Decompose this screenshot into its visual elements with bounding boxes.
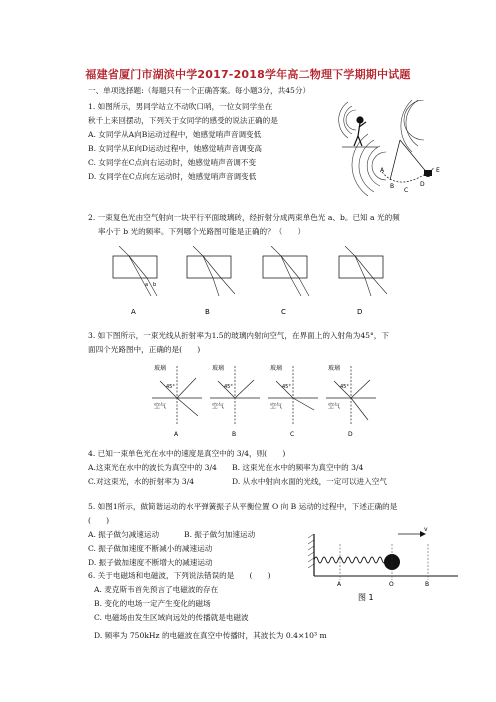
q2-stem-line2: 率小于 b 光的频率。下列哪个光路图可能是正确的？（ ） (98, 227, 306, 236)
q1-fig-label-b: B (390, 183, 395, 190)
q2-ray-b: b (153, 282, 157, 288)
q3-option-a: A (174, 431, 179, 438)
q1-fig-label-a: A (380, 167, 385, 174)
q1-stem-line2: 秋千上来回摆动，下列关于女同学的感受的说法正确的是 (88, 116, 278, 125)
q3-stem-line1: 3. 如下图所示，一束光线从折射率为1.5的玻璃内射向空气，在界面上的入射角为45°，下 (88, 331, 389, 340)
q2-ray-a: a (145, 282, 149, 288)
q4-option-a: A.这束光在水中的波长为真空中的 3/4 (88, 463, 217, 472)
q2-option-d: D (357, 308, 363, 316)
q5-option-b: B. 振子做匀加速运动 (184, 530, 256, 539)
q3-air-c: 空气 (270, 403, 283, 410)
q3-air-a: 空气 (154, 403, 167, 410)
q3-angle-a: 45° (166, 384, 175, 390)
q3-angle-c: 45° (282, 384, 291, 390)
q1-option-a: A. 女同学从A向B运动过程中，她感觉哨声音调变低 (88, 130, 262, 139)
q5-fig-label-v: v (424, 526, 428, 533)
q3-glass-b: 玻璃 (212, 365, 225, 372)
q3-glass-d: 玻璃 (328, 365, 341, 372)
q4-option-b: B. 这束光在水中的频率为真空中的 3/4 (232, 463, 364, 472)
q1-fig-label-e: E (436, 167, 440, 174)
q6-stem: 6. 关于电磁场和电磁波，下列说法错误的是 ( ) (88, 571, 271, 580)
q3-option-d: D (348, 431, 353, 438)
q3-air-b: 空气 (212, 403, 225, 410)
q2-option-b: B (205, 308, 210, 316)
q1-fig-label-d: D (420, 181, 425, 188)
q5-fig-label-b: B (425, 581, 430, 588)
q3-air-d: 空气 (328, 403, 341, 410)
q5-option-a: A. 振子做匀减速运动 (88, 530, 160, 539)
q3-angle-b: 45° (224, 384, 233, 390)
section-heading: 一、单项选择题:（每题只有一个正确答案。每小题3分，共45分） (88, 86, 311, 95)
q1-option-c: C. 女同学在C点向右运动时，她感觉哨声音调不变 (88, 158, 257, 167)
q2-option-c: C (281, 308, 286, 316)
q3-stem-line2: 面四个光路图中，正确的是( ) (88, 345, 201, 354)
q1-fig-label-c: C (404, 187, 409, 194)
q4-option-d: D. 从水中射向水面的光线，一定可以进入空气 (232, 477, 387, 486)
q4-stem: 4. 已知一束单色光在水中的速度是真空中的 3/4，则( ) (88, 449, 286, 458)
q5-stem-line2: ( ) (88, 516, 110, 525)
q6-option-b: B. 变化的电场一定产生变化的磁场 (94, 599, 211, 608)
q3-refraction-figures (150, 358, 380, 438)
q6-option-c: C. 电磁场由发生区域向远处的传播就是电磁波 (94, 613, 249, 622)
q2-option-a: A (131, 308, 136, 316)
q6-option-a: A. 麦克斯韦首先预言了电磁波的存在 (94, 585, 219, 594)
q3-angle-d: 45° (340, 384, 349, 390)
q4-option-c: C.对这束光，水的折射率为 3/4 (88, 477, 195, 486)
q5-figure-caption: 图 1 (358, 593, 374, 602)
q3-option-b: B (232, 431, 237, 438)
q2-optics-figures (105, 246, 395, 318)
q5-fig-label-a: A (337, 581, 342, 588)
q5-spring-oscillator-figure (300, 524, 460, 604)
q5-option-d: D. 振子做加速度不断增大的减速运动 (88, 558, 213, 567)
q5-stem-line1: 5. 如图1所示，做简谐运动的水平弹簧振子从平衡位置 O 向 B 运动的过程中，下述正确的是 (88, 502, 398, 511)
q1-option-d: D. 女同学在C点向左运动时，她感觉哨声音调变低 (88, 172, 257, 181)
q3-option-c: C (290, 431, 295, 438)
q1-stem-line1: 1. 如图所示，男同学站立不动吹口哨，一位女同学坐在 (88, 102, 273, 111)
q2-stem-line1: 2. 一束复色光由空气射向一块平行平面玻璃砖，经折射分成两束单色光 a、b。已知 a 光的频 (88, 213, 400, 222)
q3-glass-a: 玻璃 (154, 365, 167, 372)
q5-option-c: C. 振子做加速度不断减小的减速运动 (88, 544, 213, 553)
q1-swing-figure (338, 100, 446, 196)
q5-fig-label-o: O (389, 581, 394, 588)
exam-title: 福建省厦门市湖滨中学2017-2018学年高二物理下学期期中试题 (85, 68, 411, 81)
q6-option-d: D. 频率为 750kHz 的电磁波在真空中传播时，其波长为 0.4×10³ m (94, 631, 327, 640)
q3-glass-c: 玻璃 (270, 365, 283, 372)
q1-option-b: B. 女同学从E向D运动过程中，她感觉哨声音调变高 (88, 144, 262, 153)
